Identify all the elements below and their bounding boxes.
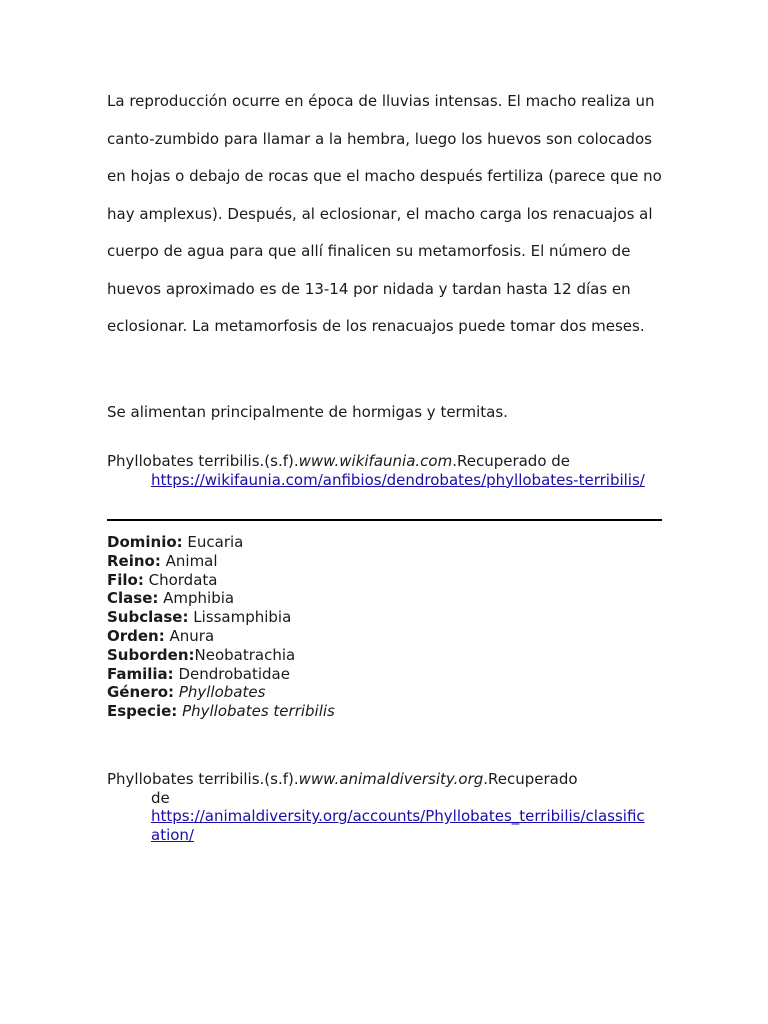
taxonomy-row [107,665,663,684]
taxonomy-list [107,533,663,721]
taxonomy-label: Familia: [107,664,174,683]
reference-prefix: Phyllobates terribilis.(s.f). [107,770,299,788]
reference-url-line [107,471,663,490]
taxonomy-label: Clase: [107,589,159,608]
taxonomy-row [107,589,663,608]
taxonomy-value: Phyllobates terribilis [182,702,335,721]
taxonomy-value: Dendrobatidae [173,664,290,683]
taxonomy-label: Especie: [107,702,178,721]
taxonomy-row [107,683,663,702]
animaldiversity-link[interactable] [151,807,645,844]
reference-site: www.animaldiversity.org [298,770,484,788]
reference-suffix: .Recuperado de [452,452,571,470]
taxonomy-value: Neobatrachia [194,645,296,664]
taxonomy-row [107,552,663,571]
link-text-line1: https://animaldiversity.org/accounts/Phyllobates_terribilis/classific [151,807,645,825]
reference-url-line [107,807,663,844]
reference-animaldiversity [107,770,663,844]
diet-paragraph: Se alimentan principalmente de hormigas y termitas. [107,403,508,421]
taxonomy-value: Amphibia [158,589,235,608]
taxonomy-label: Género: [107,683,175,702]
reproduction-paragraph: La reproducción ocurre en época de lluvias intensas. El macho realiza un canto-zumbido para llamar a la hembra, luego los huevos son colocados en hojas o debajo de rocas que el macho después fertiliza (parece que no hay amplexus). Después, al eclosionar, el macho carga los renacuajos al cuerpo de agua para que allí finalicen su metamorfosis. El número de huevos aproximado es de 13-14 por nidada y tardan hasta 12 días en eclosionar. La metamorfosis de los renacuajos puede tomar dos meses. [107,92,662,335]
taxonomy-value: Phyllobates [178,683,266,702]
reference-prefix: Phyllobates terribilis.(s.f). [107,452,299,470]
taxonomy-label: Suborden: [107,645,195,664]
taxonomy-value: Chordata [143,570,218,589]
horizontal-rule [107,519,662,521]
taxonomy-row [107,571,663,590]
taxonomy-value: Eucaria [182,533,244,551]
taxonomy-label: Dominio: [107,533,183,551]
reference-suffix: .Recuperado [483,770,578,788]
taxonomy-label: Subclase: [107,608,189,627]
reference-site: www.wikifaunia.com [298,452,453,470]
taxonomy-row [107,608,663,627]
taxonomy-row [107,646,663,665]
taxonomy-value: Animal [160,551,218,570]
reference-de: de [151,788,170,807]
taxonomy-row [107,533,663,552]
taxonomy-row [107,702,663,721]
taxonomy-row [107,627,663,646]
reference-wikifaunia [107,452,663,489]
taxonomy-value: Lissamphibia [188,608,292,627]
taxonomy-label: Orden: [107,626,165,645]
taxonomy-value: Anura [164,626,215,645]
wikifaunia-link[interactable]: https://wikifaunia.com/anfibios/dendrobates/phyllobates-terribilis/ [151,470,645,489]
taxonomy-label: Reino: [107,551,161,570]
link-text-line2: ation/ [151,825,194,844]
taxonomy-label: Filo: [107,570,144,589]
